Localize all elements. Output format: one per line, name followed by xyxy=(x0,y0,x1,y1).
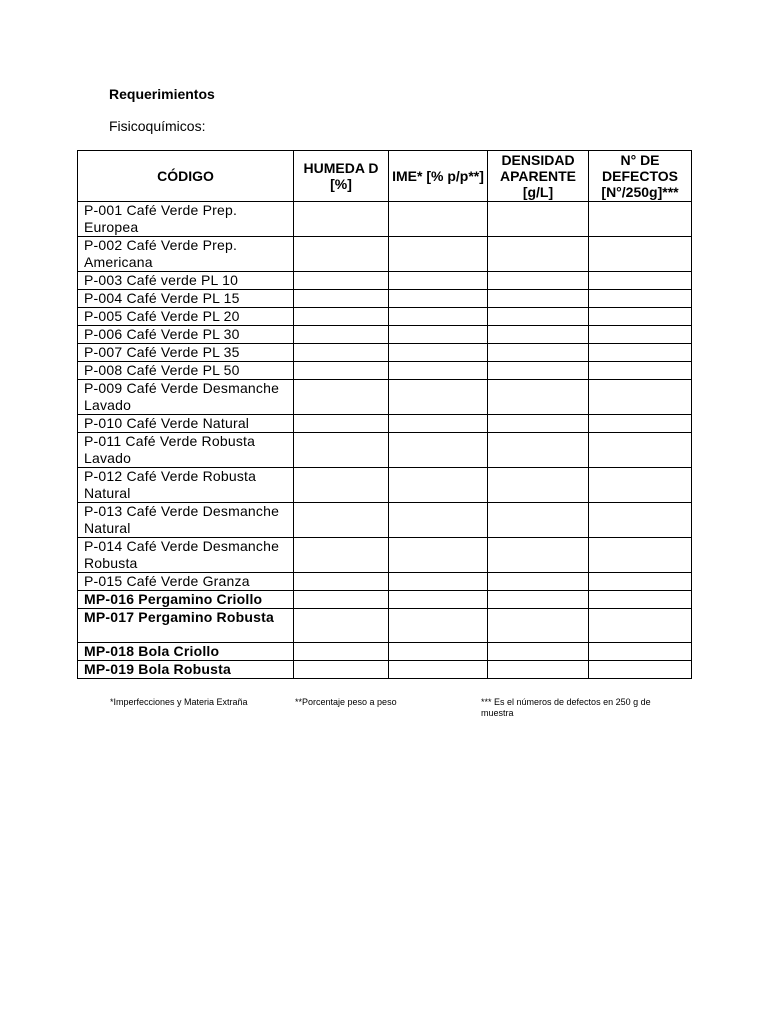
footnote-ime: *Imperfecciones y Materia Extraña xyxy=(110,697,248,707)
ime-cell xyxy=(389,290,488,308)
table-row xyxy=(78,344,692,362)
densidad-cell xyxy=(488,344,589,362)
ime-cell xyxy=(389,538,488,573)
densidad-cell xyxy=(488,573,589,591)
defectos-cell xyxy=(589,380,692,415)
densidad-cell xyxy=(488,433,589,468)
humedad-cell xyxy=(294,661,389,679)
densidad-cell xyxy=(488,237,589,272)
table-row xyxy=(78,308,692,326)
defectos-cell xyxy=(589,344,692,362)
densidad-cell xyxy=(488,503,589,538)
code-cell: P-012 Café Verde Robusta Natural xyxy=(78,468,294,503)
table-header-row xyxy=(78,151,692,202)
densidad-cell xyxy=(488,202,589,237)
defectos-cell xyxy=(589,326,692,344)
header-densidad: DENSIDAD APARENTE [g/L] xyxy=(488,151,589,202)
humedad-cell xyxy=(294,362,389,380)
densidad-cell xyxy=(488,272,589,290)
table-row xyxy=(78,326,692,344)
code-cell: MP-019 Bola Robusta xyxy=(78,661,294,679)
code-cell: MP-016 Pergamino Criollo xyxy=(78,591,294,609)
defectos-cell xyxy=(589,573,692,591)
humedad-cell xyxy=(294,503,389,538)
defectos-cell xyxy=(589,362,692,380)
ime-cell xyxy=(389,573,488,591)
requirements-table xyxy=(77,150,692,679)
densidad-cell xyxy=(488,468,589,503)
page-heading: Requerimientos xyxy=(109,86,215,102)
code-cell: P-006 Café Verde PL 30 xyxy=(78,326,294,344)
defectos-cell xyxy=(589,661,692,679)
code-cell: P-001 Café Verde Prep. Europea xyxy=(78,202,294,237)
code-cell: P-003 Café verde PL 10 xyxy=(78,272,294,290)
ime-cell xyxy=(389,202,488,237)
densidad-cell xyxy=(488,326,589,344)
humedad-cell xyxy=(294,468,389,503)
table-row xyxy=(78,609,692,643)
table-row xyxy=(78,272,692,290)
defectos-cell xyxy=(589,272,692,290)
code-cell: P-011 Café Verde Robusta Lavado xyxy=(78,433,294,468)
code-cell: P-015 Café Verde Granza xyxy=(78,573,294,591)
densidad-cell xyxy=(488,591,589,609)
humedad-cell xyxy=(294,609,389,643)
header-ime: IME* [% p/p**] xyxy=(389,151,488,202)
code-cell: MP-018 Bola Criollo xyxy=(78,643,294,661)
table-row xyxy=(78,380,692,415)
section-subheading: Fisicoquímicos: xyxy=(109,118,206,134)
humedad-cell xyxy=(294,573,389,591)
table-row xyxy=(78,415,692,433)
defectos-cell xyxy=(589,308,692,326)
table-row xyxy=(78,661,692,679)
table-row xyxy=(78,237,692,272)
densidad-cell xyxy=(488,643,589,661)
header-humedad: HUMEDA D [%] xyxy=(294,151,389,202)
table-row xyxy=(78,643,692,661)
defectos-cell xyxy=(589,503,692,538)
footnote-defects: *** Es el números de defectos en 250 g de muestra xyxy=(481,697,651,718)
humedad-cell xyxy=(294,326,389,344)
table-row xyxy=(78,202,692,237)
ime-cell xyxy=(389,237,488,272)
code-cell: P-008 Café Verde PL 50 xyxy=(78,362,294,380)
defectos-cell xyxy=(589,609,692,643)
table-row xyxy=(78,468,692,503)
ime-cell xyxy=(389,661,488,679)
ime-cell xyxy=(389,415,488,433)
humedad-cell xyxy=(294,344,389,362)
densidad-cell xyxy=(488,609,589,643)
code-cell: P-004 Café Verde PL 15 xyxy=(78,290,294,308)
ime-cell xyxy=(389,380,488,415)
densidad-cell xyxy=(488,538,589,573)
defectos-cell xyxy=(589,591,692,609)
humedad-cell xyxy=(294,380,389,415)
defectos-cell xyxy=(589,415,692,433)
humedad-cell xyxy=(294,202,389,237)
defectos-cell xyxy=(589,290,692,308)
humedad-cell xyxy=(294,538,389,573)
ime-cell xyxy=(389,433,488,468)
humedad-cell xyxy=(294,643,389,661)
code-cell: P-002 Café Verde Prep. Americana xyxy=(78,237,294,272)
table-row xyxy=(78,362,692,380)
densidad-cell xyxy=(488,290,589,308)
ime-cell xyxy=(389,591,488,609)
ime-cell xyxy=(389,643,488,661)
densidad-cell xyxy=(488,362,589,380)
humedad-cell xyxy=(294,290,389,308)
defectos-cell xyxy=(589,202,692,237)
code-cell: P-005 Café Verde PL 20 xyxy=(78,308,294,326)
code-cell: P-014 Café Verde Desmanche Robusta xyxy=(78,538,294,573)
densidad-cell xyxy=(488,661,589,679)
footnote-pp: **Porcentaje peso a peso xyxy=(295,697,397,707)
ime-cell xyxy=(389,326,488,344)
table-row xyxy=(78,538,692,573)
table-row xyxy=(78,591,692,609)
ime-cell xyxy=(389,272,488,290)
defectos-cell xyxy=(589,643,692,661)
code-cell: P-009 Café Verde Desmanche Lavado xyxy=(78,380,294,415)
ime-cell xyxy=(389,609,488,643)
table-body xyxy=(78,202,692,679)
defectos-cell xyxy=(589,237,692,272)
ime-cell xyxy=(389,344,488,362)
header-defectos: N° DE DEFECTOS [N°/250g]*** xyxy=(589,151,692,202)
defectos-cell xyxy=(589,433,692,468)
humedad-cell xyxy=(294,308,389,326)
table-row xyxy=(78,573,692,591)
humedad-cell xyxy=(294,272,389,290)
densidad-cell xyxy=(488,415,589,433)
code-cell: P-007 Café Verde PL 35 xyxy=(78,344,294,362)
humedad-cell xyxy=(294,591,389,609)
code-cell: P-010 Café Verde Natural xyxy=(78,415,294,433)
table-row xyxy=(78,503,692,538)
humedad-cell xyxy=(294,237,389,272)
defectos-cell xyxy=(589,538,692,573)
humedad-cell xyxy=(294,433,389,468)
densidad-cell xyxy=(488,380,589,415)
code-cell: MP-017 Pergamino Robusta xyxy=(78,609,294,643)
humedad-cell xyxy=(294,415,389,433)
code-cell: P-013 Café Verde Desmanche Natural xyxy=(78,503,294,538)
ime-cell xyxy=(389,362,488,380)
densidad-cell xyxy=(488,308,589,326)
ime-cell xyxy=(389,308,488,326)
table-row xyxy=(78,433,692,468)
ime-cell xyxy=(389,468,488,503)
table-row xyxy=(78,290,692,308)
ime-cell xyxy=(389,503,488,538)
defectos-cell xyxy=(589,468,692,503)
header-codigo: CÓDIGO xyxy=(78,151,294,202)
